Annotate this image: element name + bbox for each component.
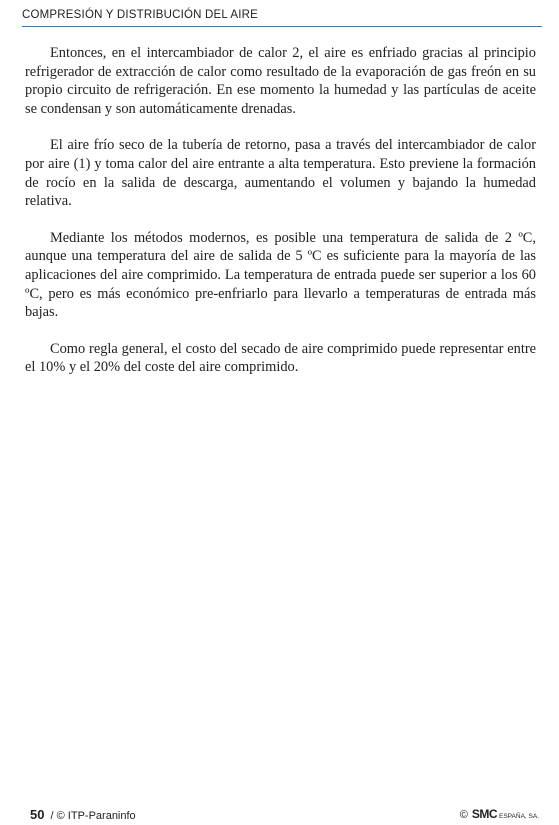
paragraph: Como regla general, el costo del secado de aire comprimido puede representar entre el 10% y el 20% del coste del aire comprimido. [25, 340, 536, 376]
paragraph: Entonces, en el intercambiador de calor 2, el aire es enfriado gracias al principio refrigerador de extracción de calor como resultado de la evaporación de gas freón en su propio circuito de refrigeración. En ese momento la humedad y las partículas de aceite se condensan y son automáticamente drenadas. [25, 45, 536, 117]
page-number: 50 [30, 807, 45, 822]
running-header [22, 8, 542, 27]
paragraph: El aire frío seco de la tubería de retorno, pasa a través del intercambiador de calor por aire (1) y toma calor del aire entrante a alta temperatura. Esto previene la formación de rocío en la salida de descarga, aumentando el volumen y bajando la humedad relativa. [25, 137, 536, 210]
body-text [25, 44, 536, 395]
page-footer [30, 807, 539, 821]
footer-right [460, 807, 539, 821]
header-title: COMPRESIÓN Y DISTRIBUCIÓN DEL AIRE [22, 9, 258, 21]
publisher-credit: / © ITP-Paraninfo [50, 810, 136, 822]
paragraph: Mediante los métodos modernos, es posible una temperatura de salida de 2 ºC, aunque una temperatura del aire de salida de 5 ºC es suficiente para la mayoría de las aplicaciones del aire comprimido. La temperatura de entrada puede ser superior a los 60 ºC, pero es más económico pre-enfriarlo para llevarlo a temperaturas de entrada más bajas. [25, 229, 536, 321]
footer-left [30, 807, 136, 822]
brand-suffix: ESPAÑA, SA. [499, 813, 539, 820]
copyright-symbol: © [459, 809, 468, 821]
brand-logo: SMC [471, 807, 498, 821]
